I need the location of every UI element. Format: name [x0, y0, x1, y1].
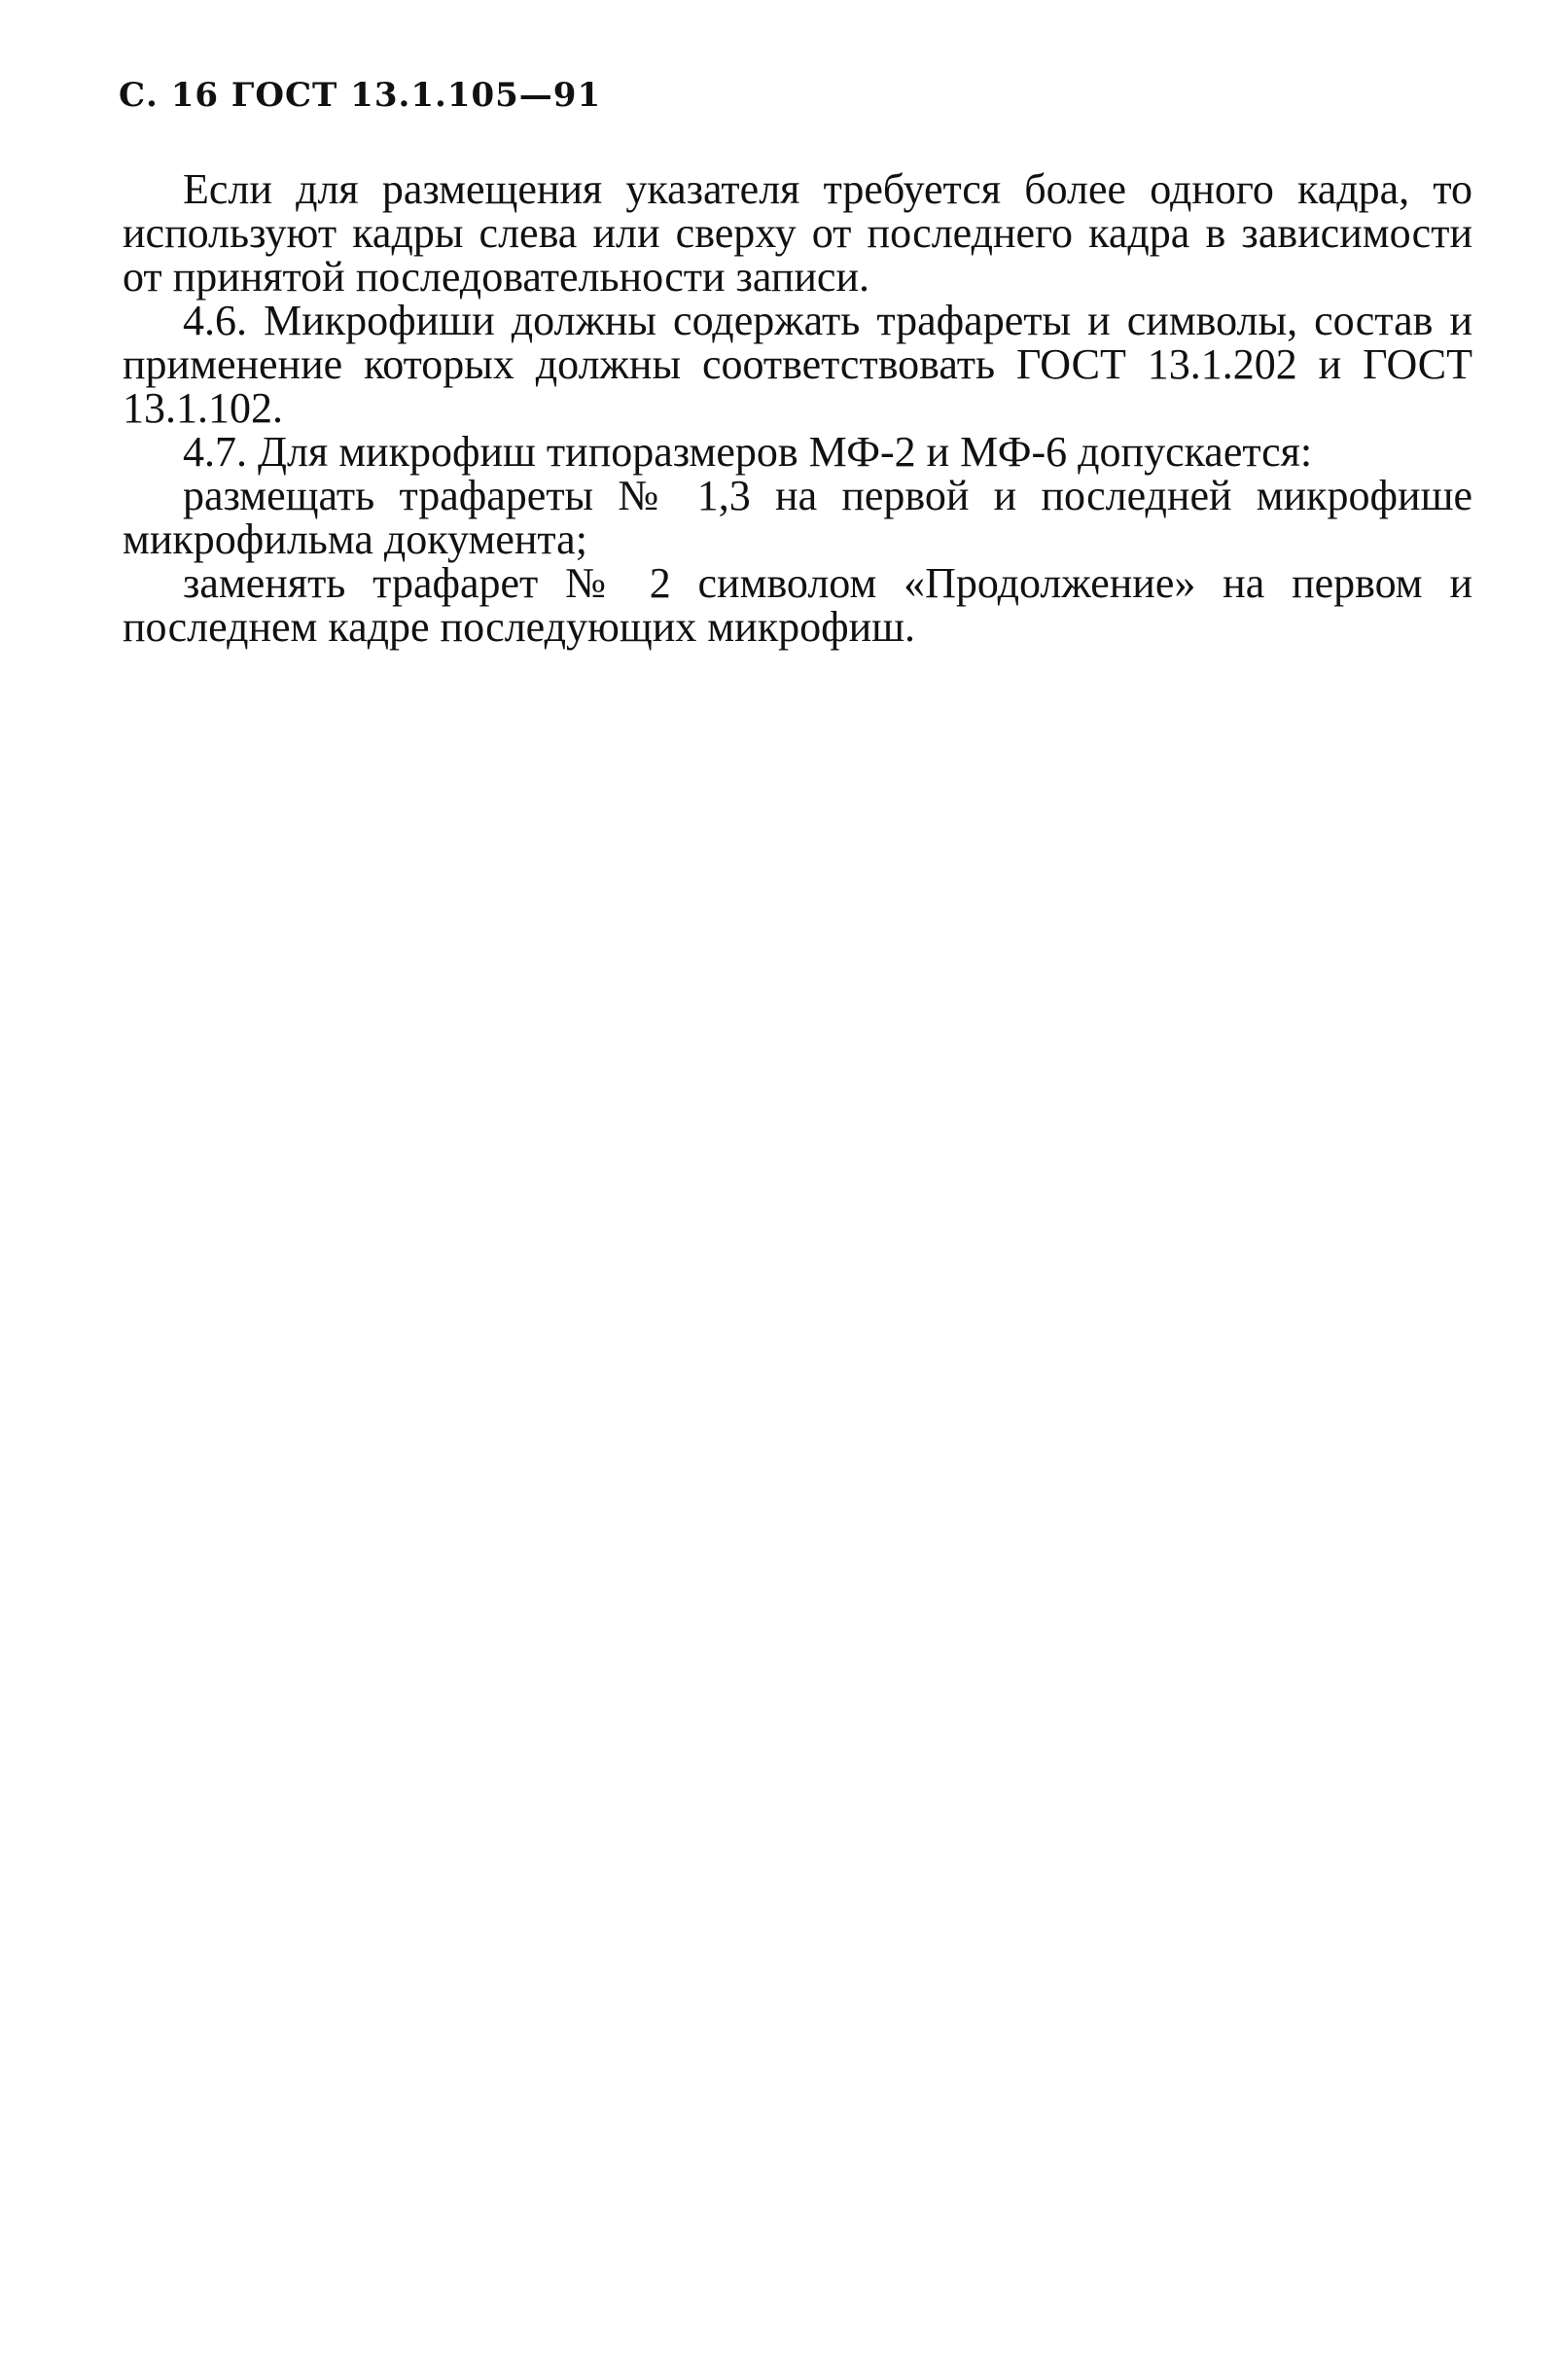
- paragraph-index-frames: Если для размещения указателя требуется более одного кадра, то используют кадры слева или сверху от последнего кадра в зависимости от принятой последовательности записи.: [123, 165, 1472, 301]
- body-text: [123, 167, 1472, 649]
- paragraph-4-6: 4.6. Микрофиши должны содержать трафареты и символы, состав и применение которых должны соответствовать ГОСТ 13.1.202 и ГОСТ 13.1.102.: [123, 297, 1472, 432]
- paragraph-4-7: 4.7. Для микрофиш типоразмеров МФ-2 и МФ-6 допускается:: [183, 428, 1313, 476]
- page-header: С. 16 ГОСТ 13.1.105—91: [119, 76, 602, 115]
- paragraph-stencil-replacement: заменять трафарет № 2 символом «Продолжение» на первом и последнем кадре последующих микрофиш.: [123, 559, 1472, 651]
- paragraph-stencil-placement: размещать трафареты № 1,3 на первой и последней микрофише микрофильма документа;: [123, 472, 1472, 563]
